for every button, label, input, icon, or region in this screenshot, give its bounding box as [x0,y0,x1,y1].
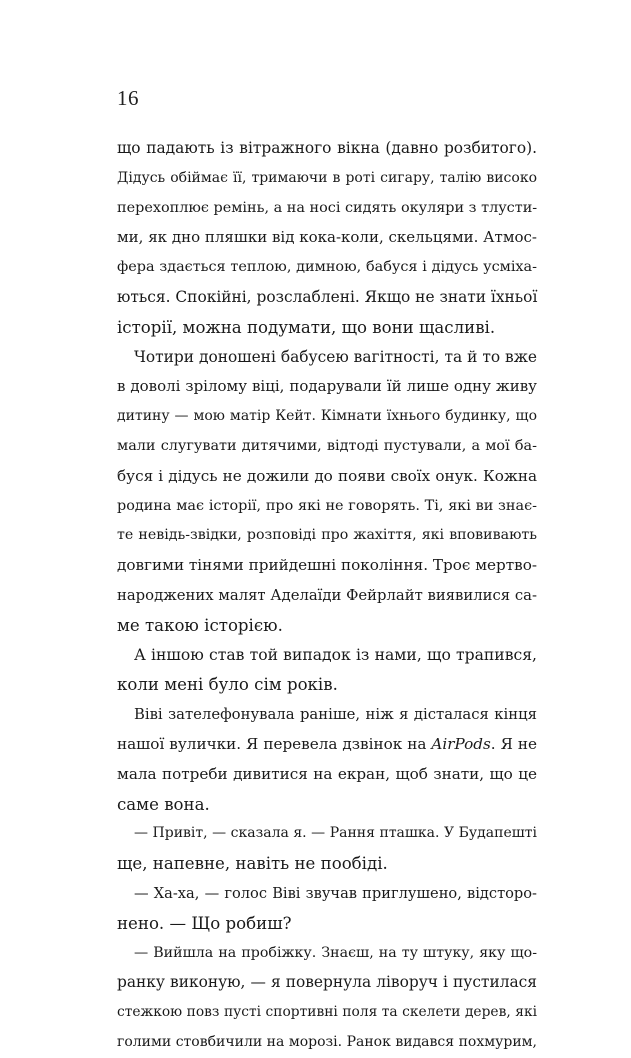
text-line: народжених малят Аделаїди Фейрлайт виявилися са- [117,586,537,604]
text-line: родина має історії, про які не говорять. Ті, які ви знає- [117,497,537,514]
text-line: мали слугувати дитячими, відтоді пустували, а мої ба- [117,437,537,454]
text-line: стежкою повз пусті спортивні поля та скелети дерев, які [117,1004,537,1021]
text-line: дитину — мою матір Кейт. Кімнати їхнього будинку, що [117,408,537,425]
text-line: мала потреби дивитися на екран, щоб знати, що це [117,764,537,783]
text-line [117,730,537,760]
text-line: перехоплює ремінь, а на носі сидять окуляри з тлусти- [117,199,538,216]
page-number: 16 [117,86,139,110]
text-line: голими стовбичили на морозі. Ранок видався похмурим, [117,1033,537,1050]
text-line: Віві зателефонувала раніше, ніж я дісталася кінця [134,706,537,724]
text-line: те невідь-звідки, розповіді про жахіття, які вповивають [117,527,537,544]
text-segment: . Я не [490,734,538,753]
text-line: А іншою став той випадок із нами, що трапився, [134,645,537,664]
text-line: буся і дідусь не дожили до появи своїх онук. Кожна [117,466,537,485]
text-line: — Ха-ха, — голос Віві звучав приглушено, відсторо- [134,884,537,902]
text-line: Чотири доношені бабусею вагітності, та й то вже [134,347,537,366]
text-line: довгими тінями прийдешні покоління. Троє мертво- [117,556,537,575]
text-line: історії, можна подумати, що вони щасливі. [117,317,496,337]
text-line: коли мені було сім років. [117,675,338,695]
text-line: ме такою історією. [117,615,283,635]
text-line: — Вийшла на пробіжку. Знаєш, на ту штуку, яку що- [134,944,537,961]
text-line: нено. — Що робиш? [117,913,292,933]
text-line: фера здається теплою, димною, бабуся і дідусь усміха- [117,259,537,276]
italic-term: AirPods [431,734,491,753]
text-segment: нашої вулички. Я перевела дзвінок на [117,734,432,753]
text-line: ми, як дно пляшки від кока-коли, скельцями. Атмос- [117,228,537,247]
text-line: ранку виконую, — я повернула ліворуч і пустилася [117,973,537,992]
text-line: Дідусь обіймає її, тримаючи в роті сигару, талію високо [117,169,537,186]
body-text [117,134,537,1058]
text-line: саме вона. [117,794,210,814]
text-line: ються. Спокійні, розслаблені. Якщо не знати їхньої [117,287,538,306]
text-line: — Привіт, — сказала я. — Рання пташка. У Будапешті [134,825,537,842]
text-line: що падають із вітражного вікна (давно розбитого). [117,139,537,157]
text-line: в доволі зрілому віці, подарували їй лише одну живу [117,377,537,396]
text-line: ще, напевне, навіть не пообіді. [117,854,388,874]
